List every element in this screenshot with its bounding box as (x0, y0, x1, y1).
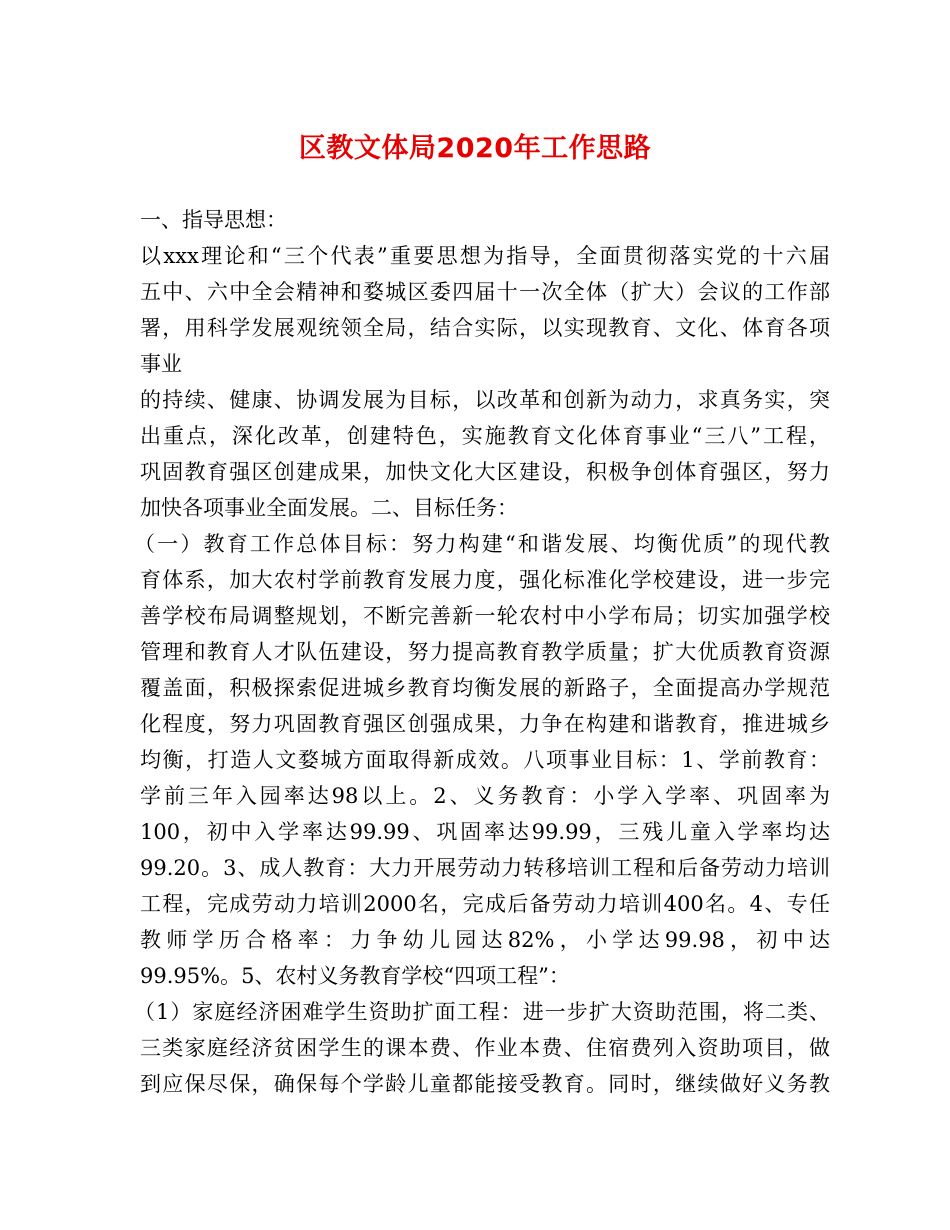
body-line: 育体系，加大农村学前教育发展力度，强化标准化学校建设，进一步完 (140, 568, 830, 592)
body-line: 化程度，努力巩固教育强区创强成果，力争在构建和谐教育，推进城乡 (140, 712, 830, 736)
body-line: 99.95%。5、农村义务教育学校“四项工程”： (140, 964, 570, 988)
body-line: 的持续、健康、协调发展为目标，以改革和创新为动力，求真务实，突 (140, 388, 830, 412)
body-line: 100，初中入学率达99.99、巩固率达99.99，三残儿童入学率均达 (140, 820, 830, 844)
body-line: 99.20。3、成人教育：大力开展劳动力转移培训工程和后备劳动力培训 (140, 856, 830, 880)
body-line: 教师学历合格率：力争幼儿园达82%，小学达99.98，初中达 (140, 928, 830, 952)
body-line: 巩固教育强区创建成果，加快文化大区建设，积极争创体育强区，努力 (140, 460, 830, 484)
body-line: 三类家庭经济贫困学生的课本费、作业本费、住宿费列入资助项目，做 (140, 1036, 830, 1060)
body-line: 学前三年入园率达98以上。2、义务教育：小学入学率、巩固率为 (140, 784, 830, 808)
body-line: 均衡，打造人文婺城方面取得新成效。八项事业目标：1、学前教育： (140, 748, 830, 772)
body-line: 到应保尽保，确保每个学龄儿童都能接受教育。同时，继续做好义务教 (140, 1072, 830, 1096)
body-line: 管理和教育人才队伍建设，努力提高教育教学质量；扩大优质教育资源 (140, 640, 830, 664)
body-line: 以xxx理论和“三个代表”重要思想为指导，全面贯彻落实党的十六届 (140, 244, 830, 268)
body-line: 加快各项事业全面发展。二、目标任务： (140, 496, 518, 520)
body-line: 五中、六中全会精神和婺城区委四届十一次全体（扩大）会议的工作部 (140, 280, 830, 304)
body-line: 署，用科学发展观统领全局，结合实际，以实现教育、文化、体育各项 (140, 316, 830, 340)
body-line: （1）家庭经济困难学生资助扩面工程：进一步扩大资助范围，将二类、 (134, 1000, 830, 1024)
body-line: （一）教育工作总体目标：努力构建“和谐发展、均衡优质”的现代教 (134, 532, 830, 556)
body-line: 善学校布局调整规划，不断完善新一轮农村中小学布局；切实加强学校 (140, 604, 830, 628)
body-line: 事业 (140, 352, 182, 376)
body-line: 一、指导思想： (140, 208, 287, 232)
document-body (134, 202, 830, 1102)
body-line: 出重点，深化改革，创建特色，实施教育文化体育事业“三八”工程， (140, 424, 830, 448)
body-line: 工程，完成劳动力培训2000名，完成后备劳动力培训400名。4、专任 (140, 892, 830, 916)
document-title: 区教文体局2020年工作思路 (298, 133, 652, 164)
body-line: 覆盖面，积极探索促进城乡教育均衡发展的新路子，全面提高办学规范 (140, 676, 830, 700)
